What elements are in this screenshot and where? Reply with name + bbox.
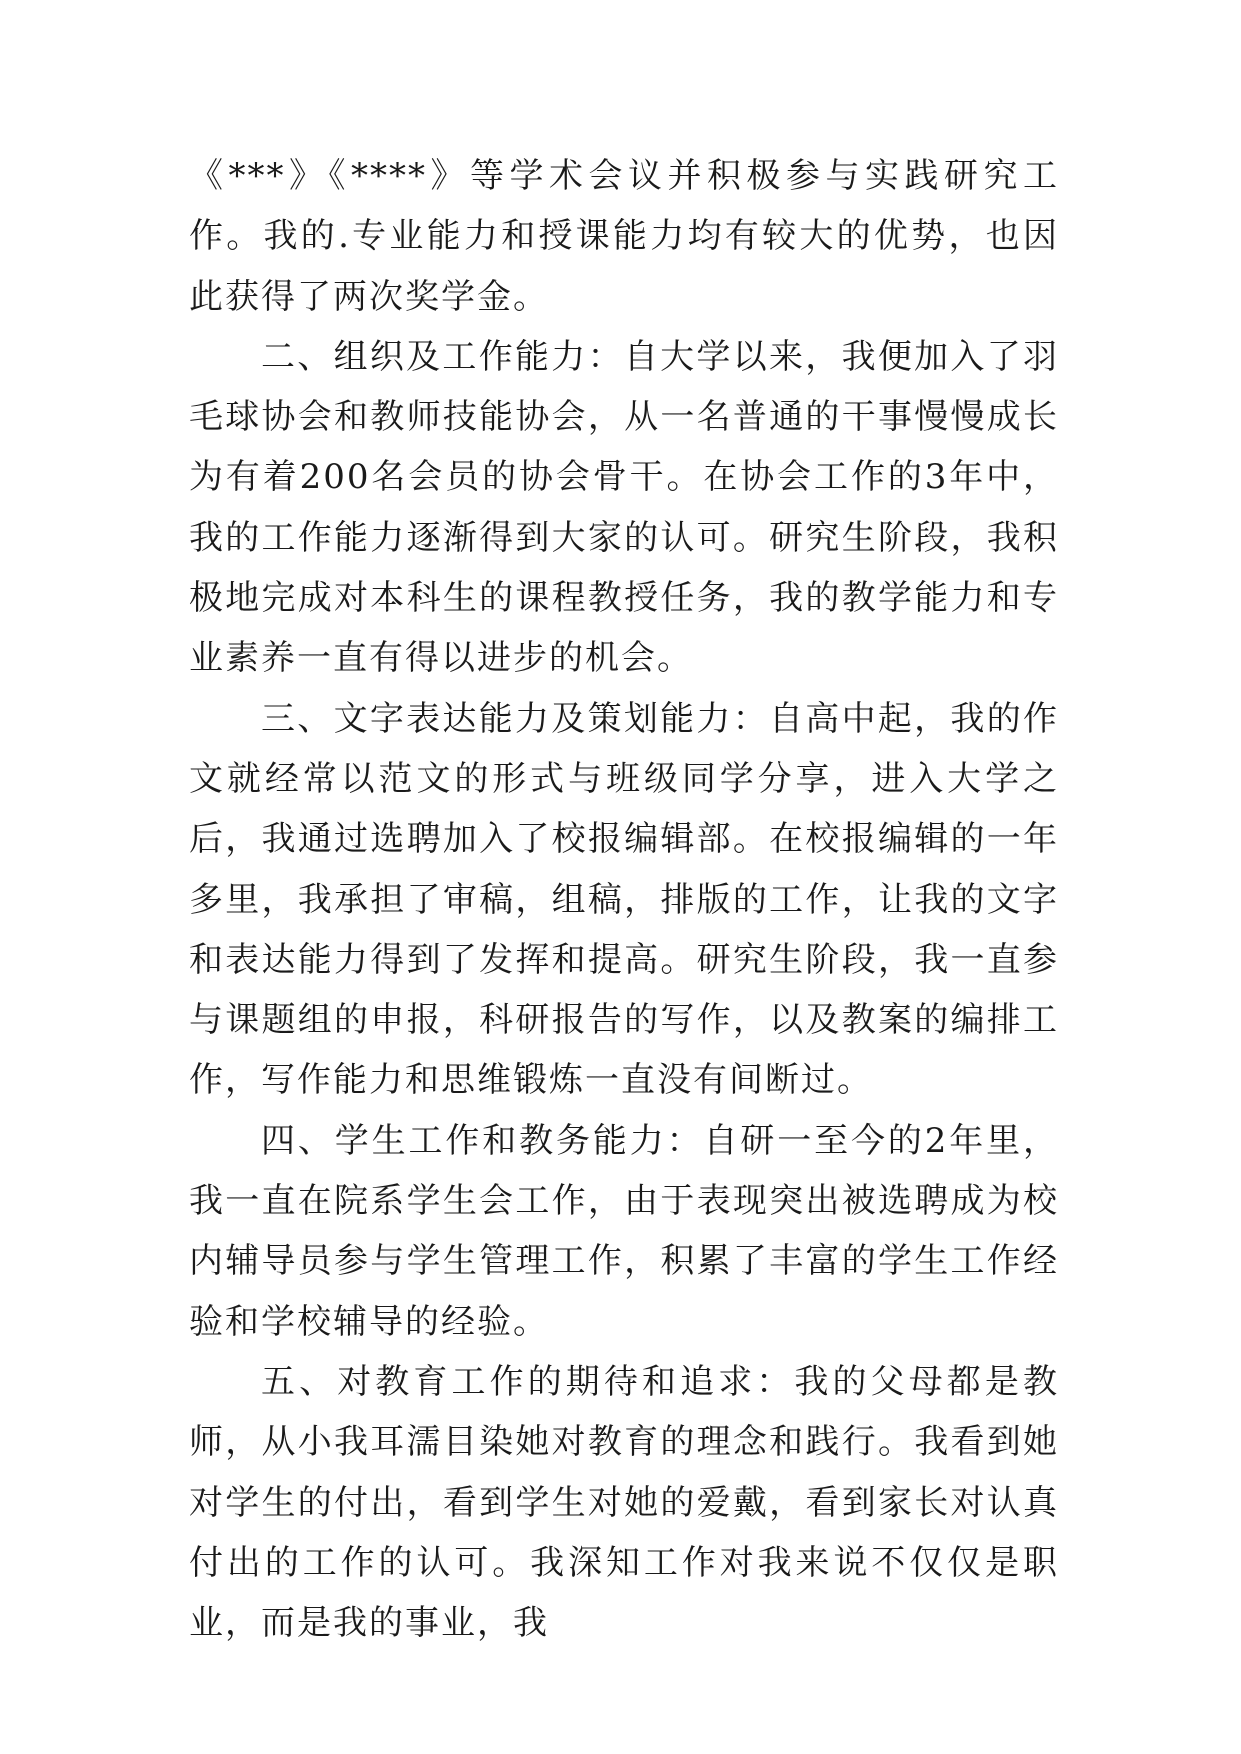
document-body <box>189 146 1059 1653</box>
paragraph-writing-ability: 三、文字表达能力及策划能力：自高中起，我的作文就经常以范文的形式与班级同学分享，进入大学之后，我通过选聘加入了校报编辑部。在校报编辑的一年多里，我承担了审稿，组稿，排版的工作，让我的文字和表达能力得到了发挥和提高。研究生阶段，我一直参与课题组的申报，科研报告的写作，以及教案的编排工作，写作能力和思维锻炼一直没有间断过。 <box>189 698 1059 1101</box>
paragraph-continuation: 《***》《****》等学术会议并积极参与实践研究工作。我的.专业能力和授课能力均有较大的优势，也因此获得了两次奖学金。 <box>189 156 1059 317</box>
paragraph-organization-ability: 二、组织及工作能力：自大学以来，我便加入了羽毛球协会和教师技能协会，从一名普通的干事慢慢成长为有着200名会员的协会骨干。在协会工作的3年中，我的工作能力逐渐得到大家的认可。研究生阶段，我积极地完成对本科生的课程教授任务，我的教学能力和专业素养一直有得以进步的机会。 <box>189 336 1059 679</box>
paragraph-student-work-ability: 四、学生工作和教务能力：自研一至今的2年里，我一直在院系学生会工作，由于表现突出被选聘成为校内辅导员参与学生管理工作，积累了丰富的学生工作经验和学校辅导的经验。 <box>189 1120 1059 1342</box>
paragraph-education-aspiration: 五、对教育工作的期待和追求：我的父母都是教师，从小我耳濡目染她对教育的理念和践行。我看到她对学生的付出，看到学生对她的爱戴，看到家长对认真付出的工作的认可。我深知工作对我来说不仅仅是职业，而是我的事业，我 <box>189 1361 1059 1644</box>
